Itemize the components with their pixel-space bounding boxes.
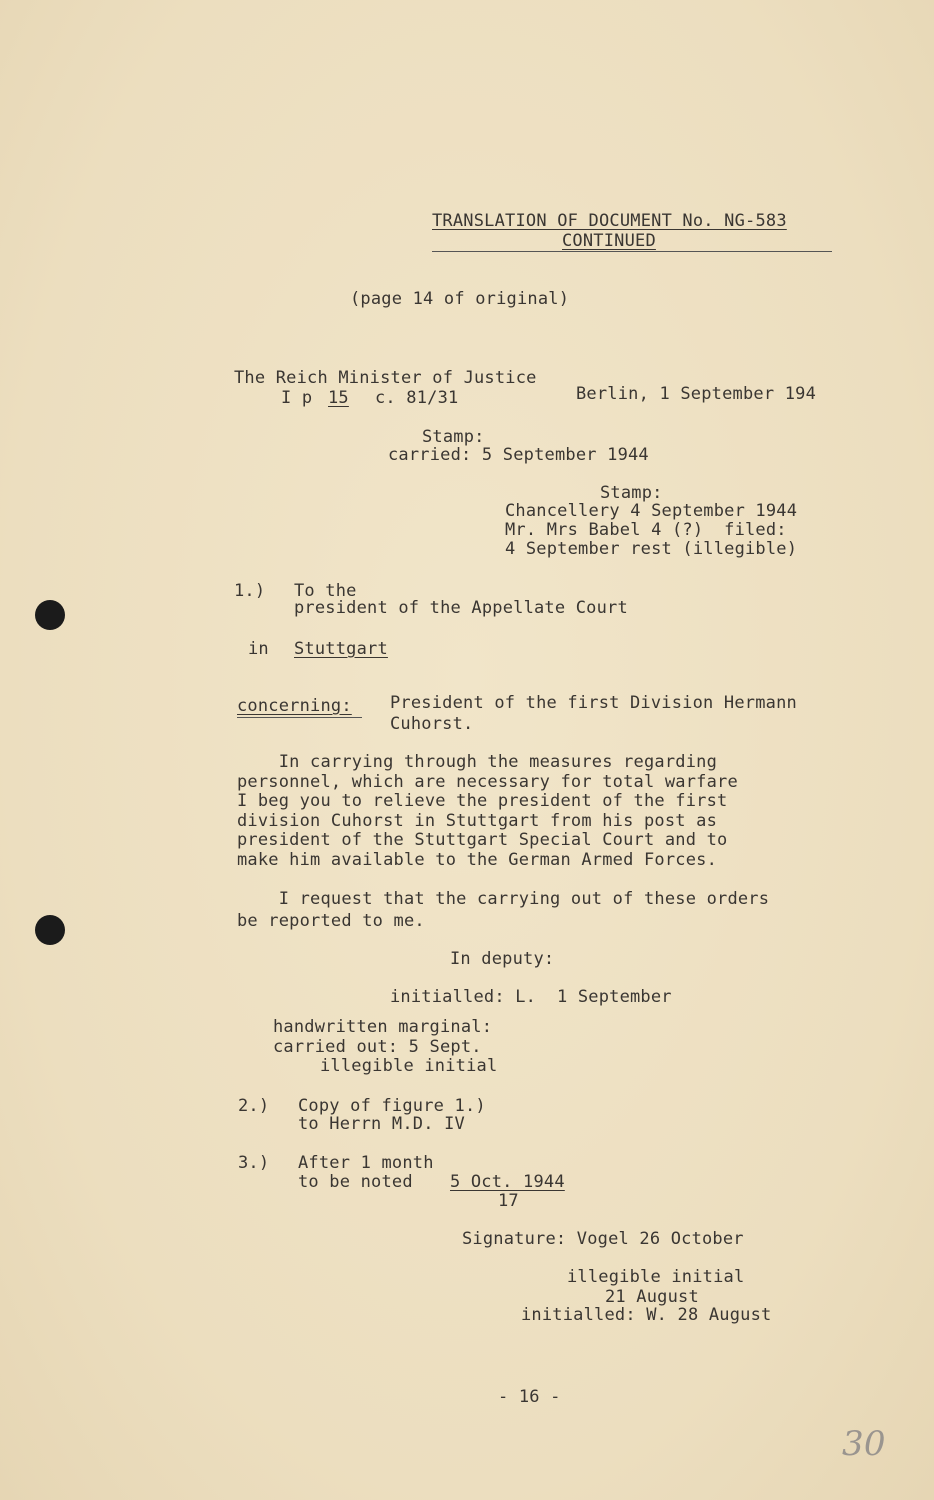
concerning-rule (237, 717, 362, 718)
punch-hole-bottom (35, 915, 65, 945)
handwritten-folio: 30 (842, 1424, 886, 1464)
deputy-line: In deputy: (450, 949, 555, 969)
location-city: Stuttgart (294, 639, 388, 659)
item3-number: 3.) (238, 1153, 270, 1173)
body-para1-line3: I beg you to relieve the president of the first (237, 791, 728, 811)
body-para1-line6: make him available to the German Armed Forces. (237, 850, 718, 870)
closing-line3: initialled: W. 28 August (521, 1305, 772, 1325)
document-continued: CONTINUED (562, 231, 656, 251)
body-para1-line5: president of the Stuttgart Special Court and to (237, 830, 728, 850)
closing-line2: 21 August (605, 1287, 699, 1307)
item3-line3: 17 (498, 1191, 519, 1211)
place-date: Berlin, 1 September 194 (576, 384, 817, 404)
closing-line1: illegible initial (567, 1267, 745, 1287)
body-para1-line4: division Cuhorst in Stuttgart from his post as (237, 811, 718, 831)
concerning-line1: President of the first Division Hermann (390, 693, 797, 713)
reference-number: 15 (328, 388, 349, 408)
item3-line1: After 1 month (298, 1153, 434, 1173)
stamp2-line1: Chancellery 4 September 1944 (505, 501, 798, 521)
item1-line2: president of the Appellate Court (294, 598, 628, 618)
marginal-line1: handwritten marginal: (273, 1017, 493, 1037)
marginal-line3: illegible initial (320, 1056, 498, 1076)
item2-line1: Copy of figure 1.) (298, 1096, 486, 1116)
concerning-label: concerning: (237, 696, 352, 716)
stamp-carried: carried: 5 September 1944 (388, 445, 649, 465)
punch-hole-top (35, 600, 65, 630)
sender-line: The Reich Minister of Justice (234, 368, 537, 388)
body-para2-line2: be reported to me. (237, 911, 425, 931)
stamp2-line3: 4 September rest (illegible) (505, 539, 798, 559)
page-number: - 16 - (498, 1387, 561, 1407)
document-title: TRANSLATION OF DOCUMENT No. NG-583 (432, 211, 787, 231)
header-rule (432, 251, 832, 252)
reference-suffix: c. 81/31 (375, 388, 459, 408)
stamp2-label: Stamp: (600, 483, 663, 503)
initialled-line: initialled: L. 1 September (390, 987, 672, 1007)
reference-prefix: I p (281, 388, 313, 408)
marginal-line2: carried out: 5 Sept. (273, 1037, 482, 1057)
item1-line1: To the (294, 581, 357, 601)
body-para2-line1: I request that the carrying out of these orders (237, 889, 770, 909)
item2-line2: to Herrn M.D. IV (298, 1114, 465, 1134)
item2-number: 2.) (238, 1096, 270, 1116)
body-para1-line1: In carrying through the measures regarding (237, 752, 718, 772)
item3-date: 5 Oct. 1944 (450, 1172, 565, 1192)
item3-line2-prefix: to be noted (298, 1172, 413, 1192)
location-prefix: in (248, 639, 269, 659)
item1-number: 1.) (234, 581, 266, 601)
stamp2-line2: Mr. Mrs Babel 4 (?) filed: (505, 520, 787, 540)
stamp-label: Stamp: (422, 427, 485, 447)
signature-line: Signature: Vogel 26 October (462, 1229, 744, 1249)
body-para1-line2: personnel, which are necessary for total warfare (237, 772, 738, 792)
concerning-line2: Cuhorst. (390, 714, 474, 734)
page-reference: (page 14 of original) (350, 289, 570, 309)
